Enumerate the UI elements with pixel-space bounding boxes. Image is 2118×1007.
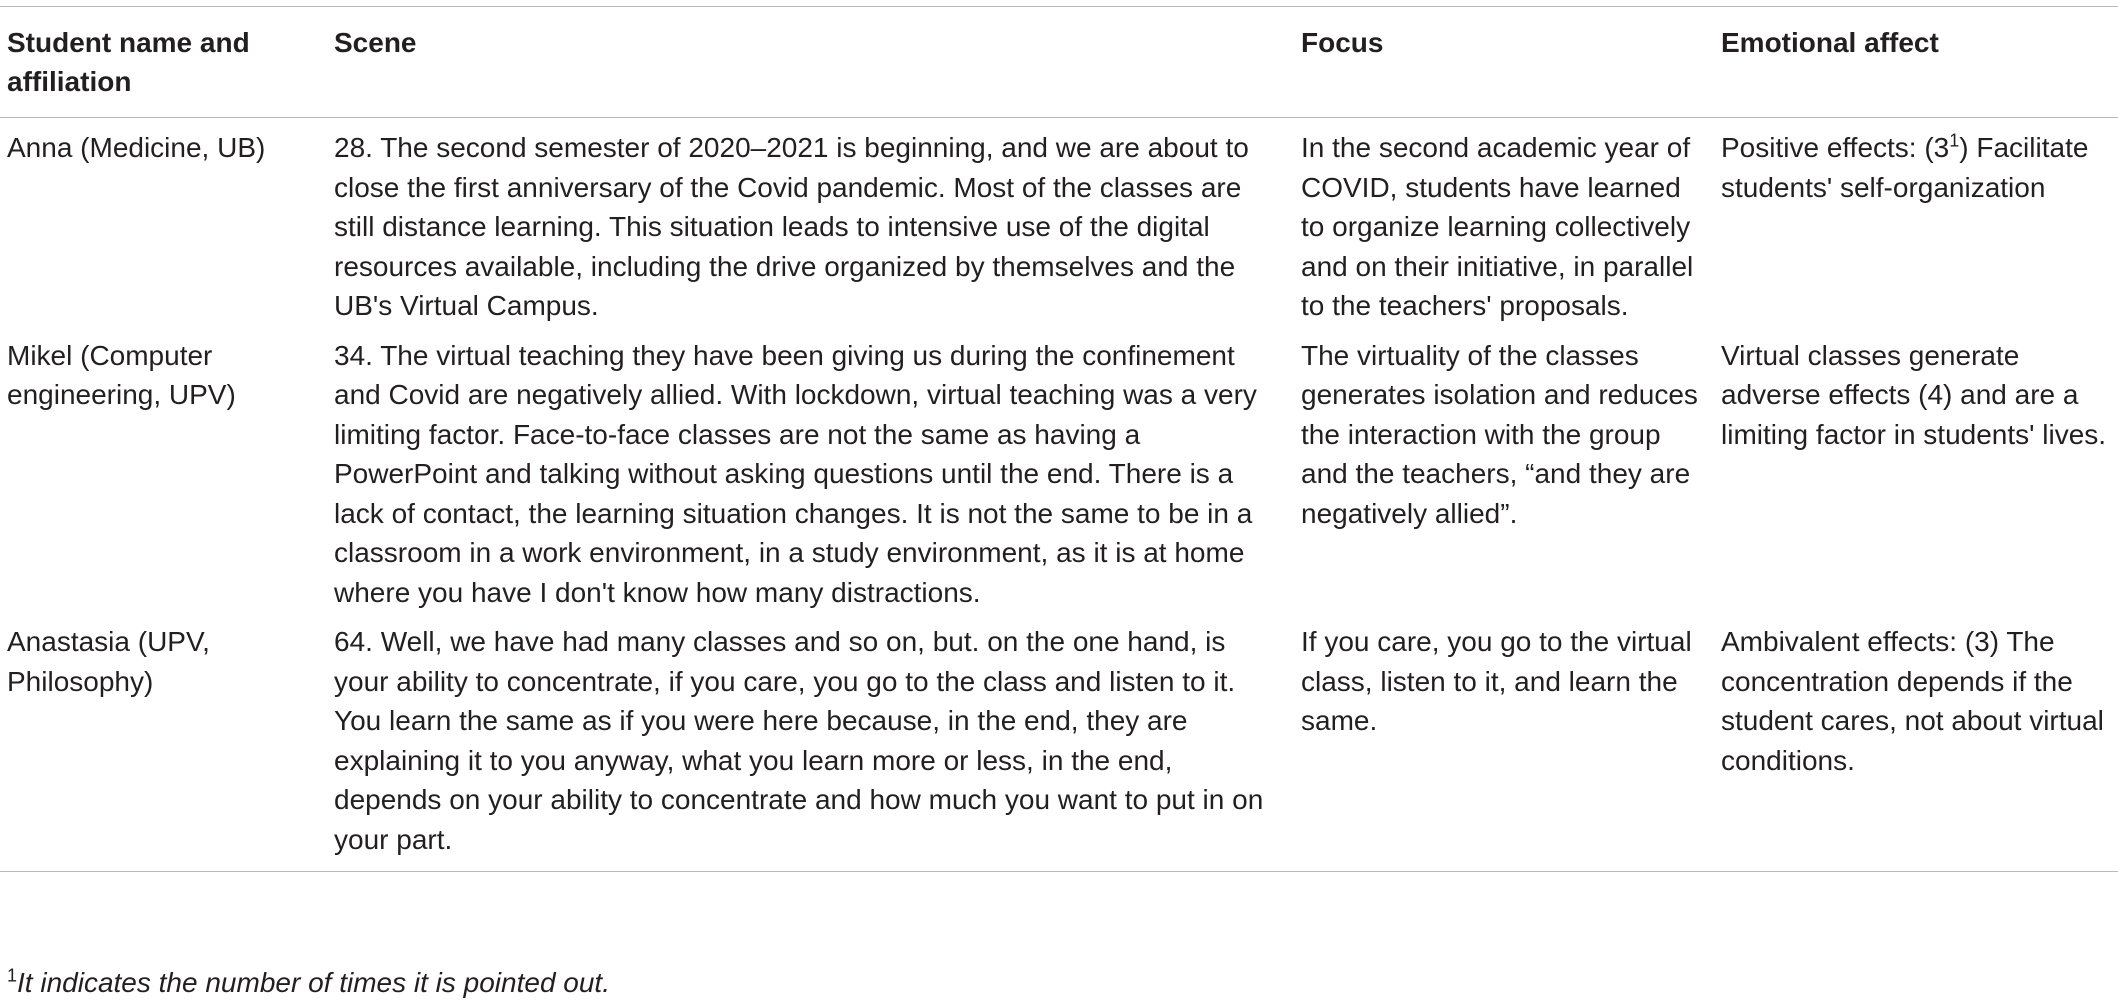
footnote-reference: 1 [1949, 130, 1960, 151]
cell-focus: If you care, you go to the virtual class, listen to it, and learn the same. [1301, 626, 1692, 736]
header-focus: Focus [1301, 27, 1384, 58]
cell-emotional-affect: Virtual classes generate adverse effects (4) and are a limiting factor in students' lives. [1721, 339, 2107, 450]
table-header [0, 7, 2118, 118]
cell-scene: 28. The second semester of 2020–2021 is beginning, and we are about to close the first anniversary of the Covid pandemic. Most of the classes are still distance learning. This situation leads to intensive use of the digital resources available, including the drive organized by themselves and the UB's Virtual Campus. [334, 132, 1249, 321]
cell-student: Anna (Medicine, UB) [7, 132, 266, 163]
table-body [0, 118, 2118, 872]
header-row [0, 7, 2118, 118]
table-row [0, 612, 2118, 872]
cell-student: Mikel (Computer engineering, UPV) [7, 339, 236, 410]
data-table [0, 6, 2118, 872]
header-student: Student name and affiliation [7, 27, 250, 97]
cell-emotional-affect: Ambivalent effects: (3) The concentration depends if the student cares, not about virtual conditions. [1721, 626, 2104, 776]
table-row [0, 118, 2118, 326]
data-table-container [0, 6, 2118, 872]
footnote-marker: 1 [7, 965, 18, 986]
header-scene: Scene [334, 27, 417, 58]
cell-emotional-affect [1713, 118, 2118, 326]
header-emotional-affect: Emotional affect [1721, 27, 1939, 58]
cell-scene: 34. The virtual teaching they have been giving us during the confinement and Covid are negatively allied. With lockdown, virtual teaching was a very limiting factor. Face-to-face classes are not the same as having a PowerPoint and talking without asking questions until the end. There is a lack of contact, the learning situation changes. It is not the same to be in a classroom in a work environment, in a study environment, as it is at home where you have I don't know how many distractions. [334, 339, 1257, 608]
cell-focus: The virtuality of the classes generates isolation and reduces the interaction with the group and the teachers, “and they are negatively allied”. [1301, 339, 1698, 529]
affect-text-end: ) Facilitate students' self-organization [1721, 132, 2089, 203]
affect-text-start: Positive effects: (3 [1721, 132, 1950, 163]
footnote-text: It indicates the number of times it is pointed out. [17, 967, 610, 998]
cell-scene: 64. Well, we have had many classes and so on, but. on the one hand, is your ability to concentrate, if you care, you go to the class and listen to it. You learn the same as if you were here because, in the end, they are explaining it to you anyway, what you learn more or less, in the end, depends on your ability to concentrate and how much you want to put in on your part. [334, 626, 1264, 855]
cell-student: Anastasia (UPV, Philosophy) [7, 626, 210, 697]
table-row [0, 326, 2118, 613]
table-footnote [7, 965, 610, 1001]
cell-focus: In the second academic year of COVID, students have learned to organize learning collectively and on their initiative, in parallel to the teachers' proposals. [1301, 132, 1694, 321]
